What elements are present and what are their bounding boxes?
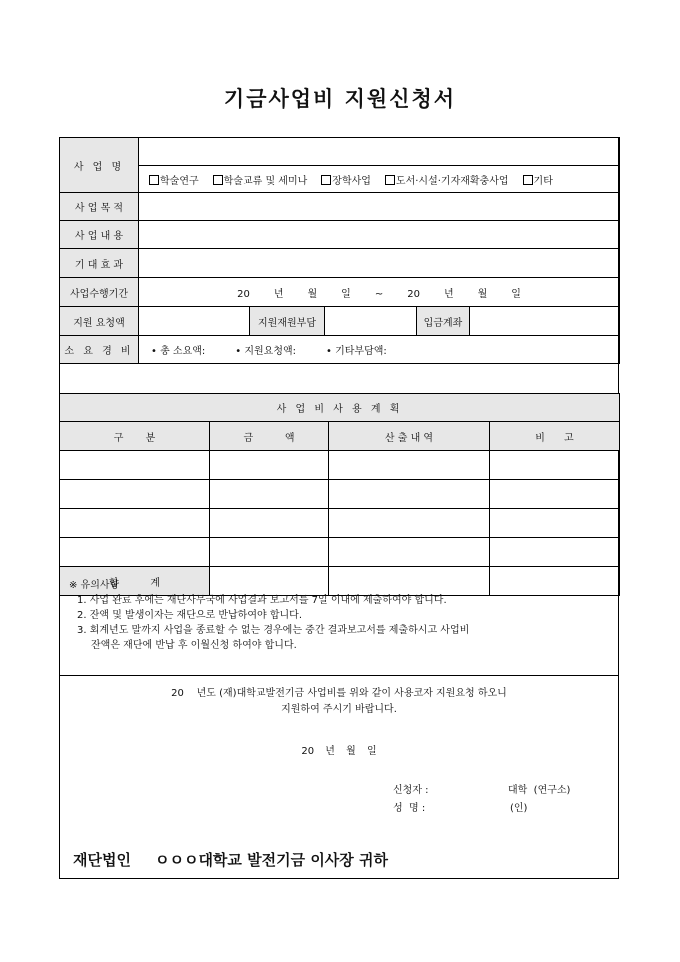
request-amount-label: 지원 요청액 [60, 307, 139, 336]
effect-field[interactable] [139, 249, 620, 278]
table-cell[interactable] [490, 538, 620, 567]
matching-label: 지원재원부담 [250, 307, 325, 336]
matching-field[interactable] [325, 307, 417, 336]
table-cell[interactable] [60, 451, 210, 480]
form-title: 기금사업비 지원신청서 [223, 86, 457, 111]
note-item: 3. 회계년도 말까지 사업을 종료할 수 없는 경우에는 중간 결과보고서를 제출하시고 사업비 [77, 625, 470, 636]
budget-label: 소 요 경 비 [60, 336, 139, 364]
checkbox-icon [523, 175, 533, 185]
plan-header-breakdown: 산 출 내 역 [329, 422, 490, 451]
checkbox-icon [213, 175, 223, 185]
category-option[interactable] [321, 176, 371, 187]
category-option[interactable] [213, 176, 308, 187]
request-line: 지원하여 주시기 바랍니다. [281, 704, 397, 715]
plan-header-category: 구 분 [60, 422, 210, 451]
plan-header-remarks: 비 고 [490, 422, 620, 451]
foundation-label: 재단법인 [73, 851, 131, 869]
table-cell[interactable] [329, 451, 490, 480]
period-part: 년 [443, 288, 454, 300]
budget-plan-table [59, 393, 620, 596]
application-form [59, 137, 619, 879]
note-item: 1. 사업 완료 후에는 재단사무국에 사업결과 보고서를 7일 이내에 제출하여야 합니다. [77, 595, 447, 606]
name-label: 성 명 : [393, 803, 426, 814]
recipient-label: ㅇㅇㅇ대학교 발전기금 이사장 귀하 [154, 851, 388, 869]
note-item: 잔액은 재단에 반납 후 이월신청 하여야 합니다. [91, 640, 297, 651]
table-cell[interactable] [329, 538, 490, 567]
period-part: 월 [477, 288, 488, 300]
checkbox-icon [321, 175, 331, 185]
effect-label: 기 대 효 과 [60, 249, 139, 278]
table-cell[interactable] [329, 480, 490, 509]
total-label: 합 계 [60, 567, 210, 596]
category-option[interactable] [523, 176, 553, 187]
table-cell[interactable] [60, 509, 210, 538]
project-name-field[interactable] [139, 138, 620, 166]
applicant-label: 신청자 : [393, 785, 429, 796]
table-cell[interactable] [490, 509, 620, 538]
category-label: 학술교류 및 세미나 [223, 175, 308, 187]
table-cell[interactable] [60, 538, 210, 567]
period-part: 일 [341, 288, 351, 300]
budget-other: • 기타부담액: [326, 346, 387, 357]
table-cell[interactable] [210, 451, 329, 480]
content-label: 사 업 내 용 [60, 221, 139, 249]
table-row [60, 451, 620, 480]
notes-section [69, 578, 469, 653]
account-field[interactable] [470, 307, 620, 336]
request-date: 20 년 월 일 [301, 746, 377, 757]
total-remarks-cell[interactable] [490, 567, 620, 596]
checkbox-icon [149, 175, 159, 185]
category-label: 기타 [533, 175, 553, 187]
table-cell[interactable] [60, 480, 210, 509]
category-label: 학술연구 [160, 175, 199, 187]
period-part: 일 [511, 288, 521, 300]
notes-title: ※ 유의사항 [69, 580, 120, 591]
period-part: ~ [374, 288, 384, 300]
budget-field[interactable] [139, 336, 620, 364]
seal-mark: (인) [510, 803, 528, 814]
table-cell[interactable] [210, 480, 329, 509]
table-cell[interactable] [490, 480, 620, 509]
project-info-table [59, 137, 620, 364]
applicant-value: 대학 (연구소) [508, 785, 571, 796]
category-label: 도서·시설·기자재확충사업 [395, 175, 509, 187]
account-label: 입금계좌 [417, 307, 470, 336]
budget-request: • 지원요청액: [235, 346, 297, 357]
budget-total: • 총 소요액: [151, 346, 206, 357]
request-amount-field[interactable] [139, 307, 250, 336]
content-field[interactable] [139, 221, 620, 249]
period-part: 년 [273, 288, 284, 300]
purpose-field[interactable] [139, 193, 620, 221]
category-option[interactable] [149, 176, 199, 187]
table-row [60, 538, 620, 567]
table-row [60, 509, 620, 538]
footer-recipient [73, 849, 388, 870]
table-row [60, 480, 620, 509]
table-cell[interactable] [490, 451, 620, 480]
checkbox-icon [385, 175, 395, 185]
purpose-label: 사 업 목 적 [60, 193, 139, 221]
note-item: 2. 잔액 및 발생이자는 재단으로 반납하여야 합니다. [77, 610, 302, 621]
table-cell[interactable] [329, 509, 490, 538]
request-line: 20 년도 (재)대학교발전기금 사업비를 위와 같이 사용코자 지원요청 하오니 [171, 688, 507, 699]
category-options [139, 166, 620, 193]
request-statement [60, 686, 618, 718]
section-divider [60, 675, 618, 676]
period-part: 월 [307, 288, 318, 300]
plan-header-amount: 금 액 [210, 422, 329, 451]
period-part: 20 [237, 288, 250, 300]
table-cell[interactable] [210, 538, 329, 567]
period-label: 사업수행기간 [60, 278, 139, 307]
table-cell[interactable] [210, 509, 329, 538]
project-name-label: 사 업 명 [60, 138, 139, 193]
category-label: 장학사업 [332, 175, 371, 187]
category-option[interactable] [385, 176, 509, 187]
period-part: 20 [407, 288, 420, 300]
plan-title: 사 업 비 사 용 계 획 [60, 394, 620, 422]
period-field[interactable] [139, 278, 620, 307]
